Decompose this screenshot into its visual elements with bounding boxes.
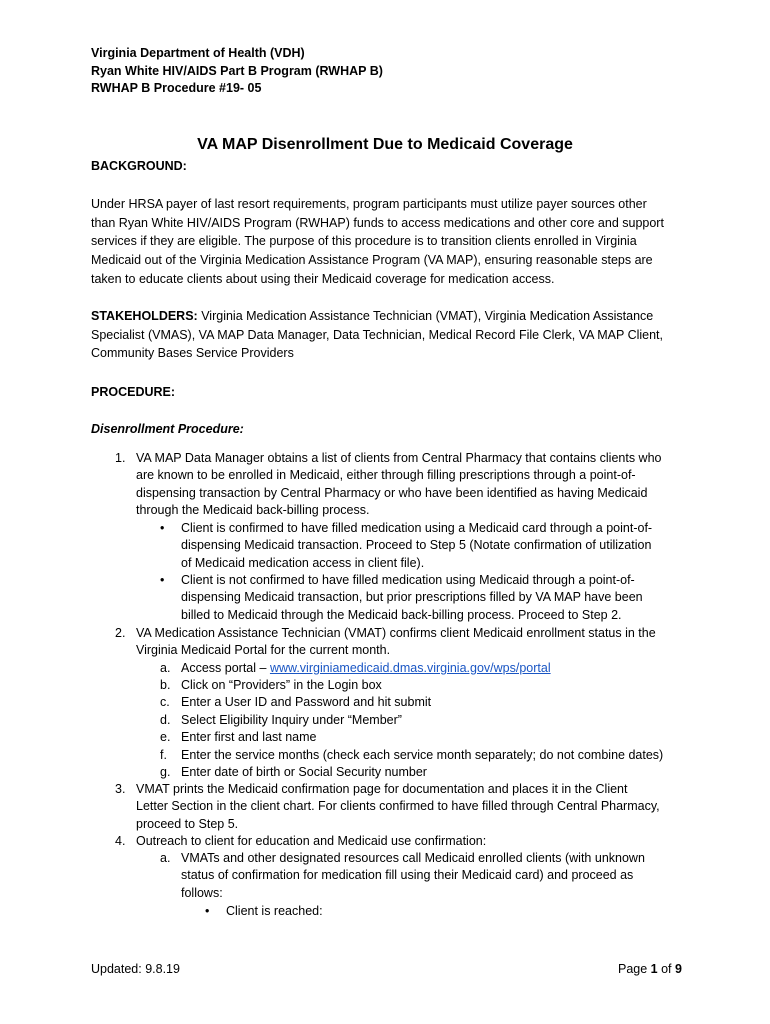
footer-page-number <box>618 962 682 976</box>
substep-line: VMATs and other designated resources call Medicaid enrolled clients (with unknown <box>181 851 645 865</box>
disenrollment-subheading: Disenrollment Procedure: <box>91 422 244 436</box>
stakeholders-line <box>91 307 691 326</box>
substep-text: Access portal – <box>181 661 270 675</box>
current-page: 1 <box>650 962 658 976</box>
substep-letter: a. <box>160 661 171 675</box>
stakeholders-line: Community Bases Service Providers <box>91 346 294 361</box>
step-number: 1. <box>115 451 126 465</box>
bullet-line: dispensing Medicaid transaction, but prior prescriptions filled by VA MAP have been <box>181 590 643 605</box>
step-3-text <box>136 781 660 833</box>
step-1-bullet-2 <box>181 572 643 624</box>
substep-letter: a. <box>160 851 171 865</box>
header-line-1: Virginia Department of Health (VDH) <box>91 46 305 60</box>
medicaid-portal-link[interactable]: www.virginiamedicaid.dmas.virginia.gov/wps/portal <box>269 661 551 675</box>
step-line: proceed to Step 5. <box>136 816 239 831</box>
stakeholders-line: Specialist (VMAS), VA MAP Data Manager, Data Technician, Medical Record File Clerk, VA MAP Client, <box>91 327 663 342</box>
background-line: than Ryan White HIV/AIDS Program (RWHAP) funds to access medications and other core and support <box>91 215 664 230</box>
procedure-heading: PROCEDURE: <box>91 385 176 399</box>
substep-f: Enter the service months (check each service month separately; do not combine dates) <box>181 748 664 762</box>
step-line: Letter Section in the client chart. For clients confirmed to have filled through Central Pharmacy, <box>136 799 660 814</box>
background-heading: BACKGROUND: <box>91 159 187 173</box>
step-number: 4. <box>115 834 126 848</box>
step-line: VA MAP Data Manager obtains a list of clients from Central Pharmacy that contains clients who <box>136 451 662 465</box>
header-line-2: Ryan White HIV/AIDS Part B Program (RWHAP B) <box>91 63 383 78</box>
step-2-text <box>136 625 656 660</box>
step-line: VA Medication Assistance Technician (VMAT) confirms client Medicaid enrollment status in the <box>136 626 656 640</box>
background-line: taken to educate clients about using their Medicaid coverage for medication access. <box>91 271 555 286</box>
bullet-line: billed to Medicaid through the Medicaid back-billing process. Proceed to Step 2. <box>181 607 622 622</box>
substep-letter: e. <box>160 730 171 744</box>
substep-b: Click on “Providers” in the Login box <box>181 678 382 692</box>
stakeholders-paragraph <box>91 307 691 363</box>
document-title: VA MAP Disenrollment Due to Medicaid Coverage <box>197 136 573 153</box>
substep-a <box>181 660 551 677</box>
substep-line: status of confirmation for medication fill using their Medicaid card) and proceed as <box>181 868 634 883</box>
page-prefix: Page <box>618 962 651 976</box>
step-line: VMAT prints the Medicaid confirmation page for documentation and places it in the Client <box>136 782 628 796</box>
footer-updated: Updated: 9.8.19 <box>91 962 180 976</box>
substep-letter: g. <box>160 765 171 779</box>
bullet-line: dispensing Medicaid transaction. Proceed to Step 5 (Notate confirmation of utilization <box>181 538 652 553</box>
stakeholders-text: Virginia Medication Assistance Technician (VMAT), Virginia Medication Assistance <box>197 309 654 323</box>
step-1-text <box>136 450 661 520</box>
header-line-3: RWHAP B Procedure #19- 05 <box>91 81 262 95</box>
substep-g: Enter date of birth or Social Security number <box>181 765 427 779</box>
total-pages: 9 <box>675 962 682 976</box>
stakeholders-label: STAKEHOLDERS: <box>91 309 198 323</box>
step-number: 2. <box>115 626 126 640</box>
substep-letter: f. <box>160 748 167 762</box>
substep-c: Enter a User ID and Password and hit submit <box>181 695 432 709</box>
background-line: Medicaid out of the Virginia Medication Assistance Program (VA MAP), ensuring reasonable steps are <box>91 253 653 268</box>
step-4-text: Outreach to client for education and Medicaid use confirmation: <box>136 834 487 848</box>
background-paragraph <box>91 195 691 289</box>
bullet-line: Client is confirmed to have filled medication using a Medicaid card through a point-of- <box>181 521 653 535</box>
substep-e: Enter first and last name <box>181 730 317 744</box>
step-line: dispensing transaction by Central Pharmacy or who have been identified as having Medicaid <box>136 485 648 500</box>
substep-letter: c. <box>160 695 170 709</box>
bullet-line: Client is not confirmed to have filled medication using Medicaid through a point-of- <box>181 573 635 587</box>
substep-letter: d. <box>160 713 171 727</box>
step-4-substep-a <box>181 850 645 902</box>
step-line: through the Medicaid back-billing process. <box>136 503 370 518</box>
bullet-icon: • <box>160 573 165 587</box>
bullet-icon: • <box>205 904 210 918</box>
bullet-line: of Medicaid medication access in client file). <box>181 555 425 570</box>
step-4-bullet: Client is reached: <box>226 904 323 918</box>
step-line: are known to be enrolled in Medicaid, either through filling prescriptions through a point-of- <box>136 468 636 483</box>
background-line: services if they are eligible. The purpose of this procedure is to transition clients enrolled in Virginia <box>91 234 637 249</box>
substep-letter: b. <box>160 678 171 692</box>
substep-line: follows: <box>181 885 223 900</box>
substep-d: Select Eligibility Inquiry under “Member” <box>181 713 402 727</box>
step-1-bullet-1 <box>181 520 652 572</box>
document-header <box>91 45 383 98</box>
step-line: Virginia Medicaid Portal for the current month. <box>136 643 391 658</box>
background-line: Under HRSA payer of last resort requirements, program participants must utilize payer sources other <box>91 197 647 211</box>
step-number: 3. <box>115 782 126 796</box>
page-of: of <box>657 962 675 976</box>
bullet-icon: • <box>160 521 165 535</box>
